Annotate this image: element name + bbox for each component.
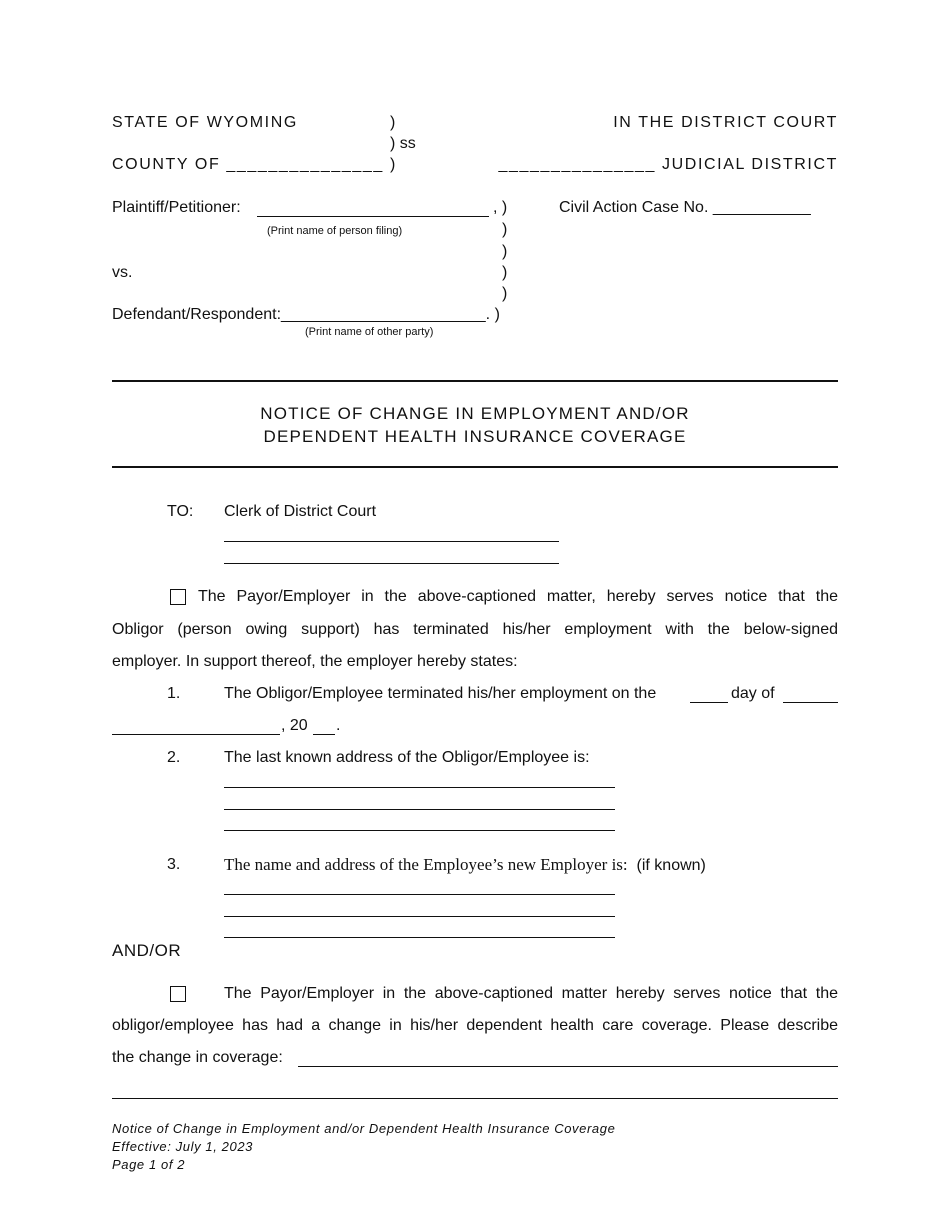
footer-page-number: Page 1 of 2 — [112, 1157, 186, 1172]
section2-text-line3: the change in coverage: — [112, 1049, 283, 1066]
item2-number: 2. — [167, 749, 181, 766]
case-number-label: Civil Action Case No. ___________ — [559, 199, 811, 216]
new-employer-line[interactable] — [224, 937, 615, 938]
county-label: COUNTY OF _______________ — [112, 156, 384, 173]
employee-address-line[interactable] — [224, 809, 615, 810]
termination-checkbox[interactable] — [170, 589, 186, 607]
termination-year-field[interactable] — [313, 734, 335, 735]
caption-paren: ) — [390, 156, 396, 173]
court-label: IN THE DISTRICT COURT — [613, 114, 838, 131]
item1-text: The Obligor/Employee terminated his/her employment on the — [224, 685, 657, 702]
vs-label: vs. — [112, 264, 133, 281]
caption-paren: ) — [502, 243, 508, 260]
item1-number: 1. — [167, 685, 181, 702]
item3-suffix: (if known) — [636, 857, 706, 874]
footer-effective-date: Effective: July 1, 2023 — [112, 1139, 253, 1154]
new-employer-line[interactable] — [224, 916, 615, 917]
coverage-change-checkbox[interactable] — [170, 986, 186, 1004]
plaintiff-hint: (Print name of person filing) — [267, 225, 403, 237]
coverage-change-field[interactable] — [298, 1066, 838, 1067]
plaintiff-label: Plaintiff/Petitioner: — [112, 199, 241, 216]
to-recipient: Clerk of District Court — [224, 503, 377, 520]
judicial-district-label: _______________ JUDICIAL DISTRICT — [498, 156, 838, 173]
to-label: TO: — [167, 503, 194, 520]
section1-text-line2: Obligor (person owing support) has terminated his/her employment with the below-signed — [112, 621, 838, 638]
item3-number: 3. — [167, 856, 181, 873]
employee-address-line[interactable] — [224, 787, 615, 788]
item1-year-prefix: , 20 — [281, 717, 308, 734]
section2-text-line1: The Payor/Employer in the above-captioned matter hereby serves notice that the — [224, 985, 838, 1002]
document-title-line2: DEPENDENT HEALTH INSURANCE COVERAGE — [263, 427, 687, 446]
defendant-hint: (Print name of other party) — [305, 326, 434, 338]
footer-form-title: Notice of Change in Employment and/or Dependent Health Insurance Coverage — [112, 1121, 616, 1136]
section2-text-line2: obligor/employee has had a change in his/her dependent health care coverage. Please describe — [112, 1017, 838, 1034]
recipient-address-line[interactable] — [224, 563, 559, 564]
item1-end: . — [336, 717, 341, 734]
section1-text-line3: employer. In support thereof, the employer hereby states: — [112, 653, 518, 670]
defendant-label: Defendant/Respondent:_______________________. ) — [112, 306, 500, 323]
caption-paren: ) — [502, 285, 508, 302]
caption-ss: ) ss — [390, 135, 416, 152]
plaintiff-suffix: , ) — [493, 199, 508, 216]
section1-text-line1: The Payor/Employer in the above-captioned matter, hereby serves notice that the — [198, 588, 838, 605]
item2-text: The last known address of the Obligor/Employee is: — [224, 749, 590, 766]
caption-paren: ) — [390, 114, 396, 131]
coverage-change-field-cont[interactable] — [112, 1098, 838, 1099]
item1-day-label: day of — [731, 685, 775, 702]
employee-address-line[interactable] — [224, 830, 615, 831]
caption-paren: ) — [502, 221, 508, 238]
title-rule-top — [112, 380, 838, 382]
termination-month-field[interactable] — [783, 702, 838, 703]
andor-label: AND/OR — [112, 941, 182, 960]
plaintiff-name-field[interactable] — [257, 216, 489, 217]
state-label: STATE OF WYOMING — [112, 114, 298, 131]
document-title-line1: NOTICE OF CHANGE IN EMPLOYMENT AND/OR — [260, 404, 690, 423]
recipient-address-line[interactable] — [224, 541, 559, 542]
item3-text: The name and address of the Employee’s new Employer is: (if known) — [224, 855, 706, 874]
caption-paren: ) — [502, 264, 508, 281]
title-rule-bottom — [112, 466, 838, 468]
termination-month-field-cont[interactable] — [112, 734, 280, 735]
termination-day-field[interactable] — [690, 702, 728, 703]
new-employer-line[interactable] — [224, 894, 615, 895]
